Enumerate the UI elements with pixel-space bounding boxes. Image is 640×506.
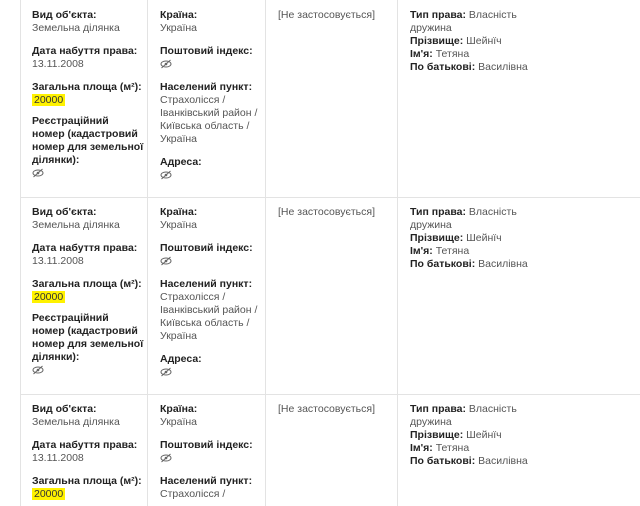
area-value: 20000 <box>34 291 64 303</box>
surname-label: Прізвище: <box>410 35 464 47</box>
settlement-value: Страхолісся / Іванківський район / Київська область / Україна <box>160 291 258 342</box>
postal-code-label: Поштовий індекс: <box>160 242 253 254</box>
object-type-label: Вид об'єкта: <box>32 9 97 21</box>
location-cell <box>160 206 260 379</box>
area-label: Загальна площа (м²): <box>32 81 142 93</box>
area-label: Загальна площа (м²): <box>32 475 142 487</box>
column-divider <box>20 0 21 506</box>
country-value: Україна <box>160 219 198 231</box>
settlement-label: Населений пункт: <box>160 475 253 487</box>
patronymic-label: По батькові: <box>410 61 476 73</box>
not-applicable-text: [Не застосовується] <box>278 403 375 415</box>
row-divider <box>20 394 640 395</box>
settlement-value: Страхолісся / Іванківський район / Київська область / Україна <box>160 94 258 145</box>
owner-cell <box>410 206 535 271</box>
acquired-date-value: 13.11.2008 <box>32 58 84 70</box>
object-info-cell <box>32 403 144 501</box>
cadastral-number-label: Реєстраційний номер (кадастровий номер для земельної ділянки): <box>32 115 144 166</box>
surname-value: Шейнїч <box>466 35 502 47</box>
surname-value: Шейнїч <box>466 232 502 244</box>
row-divider <box>20 197 640 198</box>
country-label: Країна: <box>160 206 198 218</box>
location-cell <box>160 403 260 501</box>
name-label: Ім'я: <box>410 442 433 454</box>
address-label: Адреса: <box>160 353 202 365</box>
surname-label: Прізвище: <box>410 232 464 244</box>
patronymic-value: Василівна <box>478 455 528 467</box>
object-type-label: Вид об'єкта: <box>32 206 97 218</box>
name-value: Тетяна <box>435 442 470 454</box>
country-value: Україна <box>160 22 198 34</box>
not-applicable-text: [Не застосовується] <box>278 9 375 21</box>
not-applicable-text: [Не застосовується] <box>278 206 375 218</box>
object-info-cell <box>32 9 144 180</box>
eye-slash-icon <box>32 168 44 178</box>
area-value: 20000 <box>34 488 64 500</box>
patronymic-value: Василівна <box>478 61 528 73</box>
object-type-value: Земельна ділянка <box>32 219 120 231</box>
acquired-date-value: 13.11.2008 <box>32 452 84 464</box>
postal-code-label: Поштовий індекс: <box>160 439 253 451</box>
column-divider <box>147 0 148 506</box>
right-type-value: Власність дружина <box>410 206 517 231</box>
object-type-value: Земельна ділянка <box>32 22 120 34</box>
right-type-label: Тип права: <box>410 9 466 21</box>
area-label: Загальна площа (м²): <box>32 278 142 290</box>
country-label: Країна: <box>160 403 198 415</box>
acquired-date-label: Дата набуття права: <box>32 45 138 57</box>
cadastral-number-label: Реєстраційний номер (кадастровий номер для земельної ділянки): <box>32 312 144 363</box>
eye-slash-icon <box>32 365 44 375</box>
acquired-date-value: 13.11.2008 <box>32 255 84 267</box>
settlement-label: Населений пункт: <box>160 81 253 93</box>
settlement-label: Населений пункт: <box>160 278 253 290</box>
name-label: Ім'я: <box>410 48 433 60</box>
right-type-value: Власність дружина <box>410 403 517 428</box>
eye-slash-icon <box>160 256 172 266</box>
eye-slash-icon <box>160 453 172 463</box>
country-value: Україна <box>160 416 198 428</box>
postal-code-label: Поштовий індекс: <box>160 45 253 57</box>
object-type-label: Вид об'єкта: <box>32 403 97 415</box>
eye-slash-icon <box>160 170 172 180</box>
address-label: Адреса: <box>160 156 202 168</box>
owner-cell <box>410 9 535 74</box>
name-label: Ім'я: <box>410 245 433 257</box>
country-label: Країна: <box>160 9 198 21</box>
right-type-label: Тип права: <box>410 403 466 415</box>
settlement-value: Страхолісся / <box>160 488 226 500</box>
object-info-cell <box>32 206 144 377</box>
column-divider <box>397 0 398 506</box>
surname-label: Прізвище: <box>410 429 464 441</box>
acquired-date-label: Дата набуття права: <box>32 242 138 254</box>
surname-value: Шейнїч <box>466 429 502 441</box>
location-cell <box>160 9 260 182</box>
patronymic-label: По батькові: <box>410 455 476 467</box>
right-type-value: Власність дружина <box>410 9 517 34</box>
column-divider <box>265 0 266 506</box>
area-value: 20000 <box>34 94 64 106</box>
name-value: Тетяна <box>435 245 470 257</box>
patronymic-label: По батькові: <box>410 258 476 270</box>
eye-slash-icon <box>160 59 172 69</box>
patronymic-value: Василівна <box>478 258 528 270</box>
owner-cell <box>410 403 535 468</box>
name-value: Тетяна <box>435 48 470 60</box>
eye-slash-icon <box>160 367 172 377</box>
acquired-date-label: Дата набуття права: <box>32 439 138 451</box>
object-type-value: Земельна ділянка <box>32 416 120 428</box>
right-type-label: Тип права: <box>410 206 466 218</box>
